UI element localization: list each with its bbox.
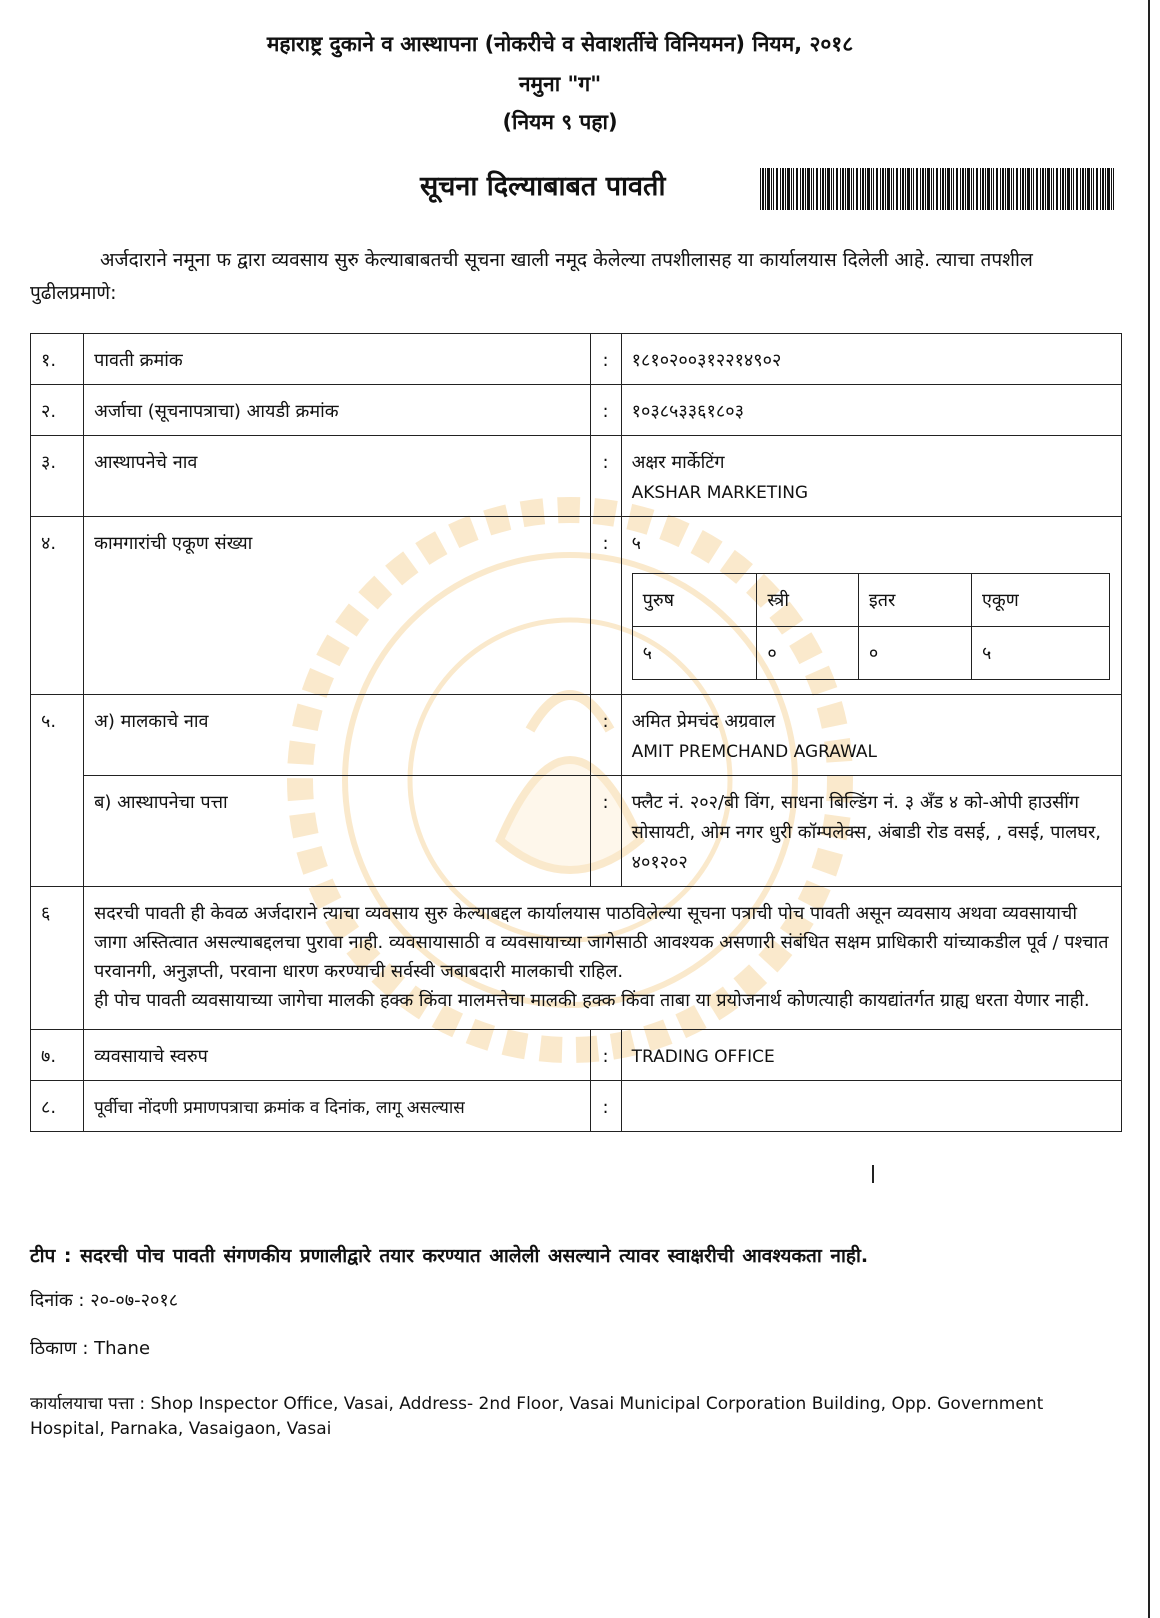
barcode-bar — [887, 168, 890, 210]
barcode-bar — [787, 168, 790, 210]
barcode-bar — [791, 168, 792, 210]
barcode — [760, 168, 1116, 210]
barcode-bar — [1013, 168, 1014, 210]
table-row — [31, 695, 1122, 776]
barcode-bar — [1036, 168, 1038, 210]
barcode-bar — [876, 168, 878, 210]
barcode-bar — [1067, 168, 1070, 210]
application-id-value: १०३८५३३६१८०३ — [621, 385, 1121, 436]
barcode-bar — [1007, 168, 1010, 210]
act-title: महाराष्ट्र दुकाने व आस्थापना (नोकरीचे व सेवाशर्तीचे विनियमन) नियम, २०१८ — [266, 32, 854, 56]
count-other: ० — [858, 627, 971, 680]
barcode-bar — [1062, 168, 1064, 210]
barcode-bar — [1016, 168, 1018, 210]
barcode-bar — [880, 168, 881, 210]
table-row — [31, 385, 1122, 436]
barcode-bar — [765, 168, 766, 210]
barcode-bar — [1000, 168, 1001, 210]
issue-date: दिनांक : २०-०७-२०१८ — [30, 1290, 179, 1311]
text-cursor — [872, 1165, 874, 1183]
barcode-bar — [862, 168, 864, 210]
serial-number: ३. — [31, 436, 84, 517]
barcode-bar — [811, 168, 812, 210]
barcode-bar — [1047, 168, 1050, 210]
field-label: अर्जाचा (सूचनापत्राचा) आयडी क्रमांक — [84, 385, 590, 436]
barcode-bar — [1082, 168, 1084, 210]
barcode-bar — [913, 168, 914, 210]
count-female: ० — [757, 627, 858, 680]
barcode-bar — [1027, 168, 1030, 210]
barcode-bar — [973, 168, 974, 210]
disclaimer-text-2: ही पोच पावती व्यवसायाच्या जागेचा मालकी हक्क किंवा मालमत्तेचा मालकी हक्क किंवा ताबा या प्रयोजनार्थ कोणत्याही कायद्यांतर्गत ग्राह्य धरता येणार नाही. — [94, 990, 1090, 1011]
table-row — [31, 1081, 1122, 1132]
barcode-bar — [780, 168, 781, 210]
barcode-bar — [1051, 168, 1052, 210]
barcode-bar — [985, 168, 986, 210]
barcode-bar — [802, 168, 804, 210]
colon: : — [590, 436, 621, 517]
serial-number: २. — [31, 385, 84, 436]
count-male: ५ — [632, 627, 757, 680]
barcode-bar — [1073, 168, 1074, 210]
barcode-bar — [936, 168, 938, 210]
barcode-bar — [836, 168, 838, 210]
barcode-bar — [845, 168, 846, 210]
barcode-bar — [805, 168, 806, 210]
establishment-address-value: फ्लैट नं. २०२/बी विंग, साधना बिल्डिंग नं. ३ अँड ४ को-ओपी हाउसींग सोसायटी, ओम नगर धुरी कॉम्पलेक्स, अंबाडी रोड वसई, , वसई, पालघर, ४०१२०२ — [621, 776, 1121, 887]
barcode-bar — [771, 168, 772, 210]
barcode-bar — [816, 168, 818, 210]
field-label: व्यवसायाचे स्वरुप — [84, 1030, 590, 1081]
barcode-bar — [1025, 168, 1026, 210]
barcode-bar — [1080, 168, 1081, 210]
barcode-bar — [1033, 168, 1034, 210]
owner-name-value — [621, 695, 1121, 776]
barcode-bar — [1085, 168, 1086, 210]
barcode-bar — [1011, 168, 1012, 210]
form-name: नमुना "ग" — [518, 72, 602, 96]
barcode-bar — [896, 168, 898, 210]
barcode-bar — [831, 168, 832, 210]
colon: : — [590, 517, 621, 695]
barcode-bar — [1005, 168, 1006, 210]
barcode-bar — [962, 168, 964, 210]
barcode-bar — [996, 168, 998, 210]
barcode-bar — [971, 168, 972, 210]
barcode-bar — [1107, 168, 1110, 210]
barcode-bar — [820, 168, 821, 210]
field-label: आस्थापनेचे नाव — [84, 436, 590, 517]
barcode-bar — [942, 168, 944, 210]
issue-place: ठिकाण : Thane — [30, 1338, 151, 1359]
barcode-bar — [960, 168, 961, 210]
barcode-bar — [767, 168, 770, 210]
serial-number: ८. — [31, 1081, 84, 1132]
barcode-bar — [1060, 168, 1061, 210]
disclaimer-cell — [84, 887, 1122, 1030]
barcode-bar — [916, 168, 918, 210]
barcode-bar — [976, 168, 978, 210]
barcode-bar — [940, 168, 941, 210]
barcode-bar — [1045, 168, 1046, 210]
col-header-female: स्त्री — [757, 574, 858, 627]
barcode-bar — [760, 168, 761, 210]
establishment-name-english: AKSHAR MARKETING — [631, 483, 809, 503]
barcode-bar — [873, 168, 874, 210]
barcode-bar — [902, 168, 904, 210]
barcode-bar — [1091, 168, 1092, 210]
barcode-bar — [925, 168, 926, 210]
establishment-name-value — [621, 436, 1121, 517]
barcode-bar — [991, 168, 992, 210]
barcode-bar — [891, 168, 892, 210]
colon: : — [590, 695, 621, 776]
barcode-bar — [1020, 168, 1021, 210]
business-nature-value: TRADING OFFICE — [621, 1030, 1121, 1081]
barcode-bar — [945, 168, 946, 210]
previous-registration-value — [621, 1081, 1121, 1132]
barcode-bar — [920, 168, 921, 210]
field-label: पूर्वीचा नोंदणी प्रमाणपत्राचा क्रमांक व दिनांक, लागू असल्यास — [84, 1081, 590, 1132]
barcode-bar — [931, 168, 932, 210]
computer-generated-note: टीप : सदरची पोच पावती संगणकीय प्रणालीद्वारे तयार करण्यात आलेली असल्याने त्यावर स्वाक्षरीची आवश्यकता नाही. — [30, 1245, 869, 1267]
barcode-bar — [1113, 168, 1114, 210]
barcode-bar — [993, 168, 994, 210]
barcode-bar — [1071, 168, 1072, 210]
barcode-bar — [885, 168, 886, 210]
receipt-number-value: १८१०२००३१२२१४९०२ — [621, 334, 1121, 385]
barcode-bar — [785, 168, 786, 210]
barcode-bar — [847, 168, 850, 210]
field-label: अ) मालकाचे नाव — [84, 695, 590, 776]
barcode-bar — [905, 168, 906, 210]
barcode-bar — [980, 168, 981, 210]
barcode-bar — [762, 168, 764, 210]
receipt-title: सूचना दिल्याबाबत पावती — [420, 171, 666, 202]
table-row — [31, 776, 1122, 887]
col-header-other: इतर — [858, 574, 971, 627]
field-label: ब) आस्थापनेचा पत्ता — [84, 776, 590, 887]
barcode-bar — [1096, 168, 1098, 210]
barcode-bar — [800, 168, 801, 210]
barcode-bar — [956, 168, 958, 210]
table-row — [31, 334, 1122, 385]
barcode-bar — [922, 168, 924, 210]
barcode-bar — [827, 168, 830, 210]
barcode-bar — [865, 168, 866, 210]
table-row — [31, 517, 1122, 695]
barcode-bar — [1100, 168, 1101, 210]
barcode-bar — [927, 168, 930, 210]
table-row — [31, 887, 1122, 1030]
col-header-male: पुरुष — [632, 574, 757, 627]
barcode-bar — [842, 168, 844, 210]
colon: : — [590, 1081, 621, 1132]
barcode-bar — [1102, 168, 1104, 210]
field-label: पावती क्रमांक — [84, 334, 590, 385]
barcode-bar — [1056, 168, 1058, 210]
barcode-bar — [882, 168, 884, 210]
intro-paragraph — [30, 244, 1120, 310]
barcode-bar — [1076, 168, 1078, 210]
barcode-bar — [1022, 168, 1024, 210]
establishment-name-marathi: अक्षर मार्केटिंग — [631, 452, 725, 473]
barcode-bar — [1031, 168, 1032, 210]
office-address: कार्यालयाचा पत्ता : Shop Inspector Office, Vasai, Address- 2nd Floor, Vasai Municipal Corporation Building, Opp. Government Hospital, Parnaka, Vasaigaon, Vasai — [30, 1394, 1044, 1439]
barcode-bar — [1002, 168, 1004, 210]
barcode-bar — [796, 168, 798, 210]
colon: : — [590, 334, 621, 385]
count-total: ५ — [971, 627, 1109, 680]
barcode-bar — [951, 168, 952, 210]
rule-reference: (नियम ९ पहा) — [502, 110, 618, 134]
worker-breakdown-table — [632, 573, 1110, 680]
serial-number: १. — [31, 334, 84, 385]
colon: : — [590, 1030, 621, 1081]
barcode-bar — [851, 168, 852, 210]
barcode-bar — [893, 168, 894, 210]
barcode-bar — [900, 168, 901, 210]
barcode-bar — [1040, 168, 1041, 210]
barcode-bar — [840, 168, 841, 210]
barcode-bar — [1042, 168, 1044, 210]
barcode-bar — [911, 168, 912, 210]
barcode-bar — [813, 168, 814, 210]
barcode-bar — [907, 168, 910, 210]
barcode-bar — [833, 168, 834, 210]
col-header-total: एकूण — [971, 574, 1109, 627]
barcode-bar — [967, 168, 970, 210]
worker-count-value — [621, 517, 1121, 695]
barcode-bar — [860, 168, 861, 210]
colon: : — [590, 776, 621, 887]
barcode-bar — [822, 168, 824, 210]
barcode-bar — [982, 168, 984, 210]
field-label: कामगारांची एकूण संख्या — [84, 517, 590, 695]
barcode-bar — [1105, 168, 1106, 210]
barcode-bar — [776, 168, 778, 210]
intro-text: अर्जदाराने नमूना फ द्वारा व्यवसाय सुरु केल्याबाबतची सूचना खाली नमूद केलेल्या तपशीलासह या कार्यालयास दिलेली आहे. त्याचा तपशील पुढीलप्रमाणे: — [30, 249, 1033, 304]
barcode-bar — [871, 168, 872, 210]
disclaimer-text-1: सदरची पावती ही केवळ अर्जदाराने त्याचा व्यवसाय सुरु केल्याबद्दल कार्यालयास पाठविलेल्या सूचना पत्राची पोच पावती असून व्यवसाय अथवा व्यवसायाची जागा अस्तित्वात असल्याबद्दलचा पुरावा नाही. व्यवसायासाठी व व्यवसायाच्या जागेसाठी आवश्यक असणारी संबंधित सक्षम प्राधिकारी यांच्याकडील पूर्व / पश्चात परवानगी, अनुज्ञप्ती, परवाना धारण करण्याची सर्वस्वी जबाबदारी मालकाची राहिल. — [94, 903, 1109, 982]
table-row — [31, 1030, 1122, 1081]
barcode-bar — [987, 168, 990, 210]
serial-number: ७. — [31, 1030, 84, 1081]
barcode-bar — [782, 168, 784, 210]
owner-name-english: AMIT PREMCHAND AGRAWAL — [631, 742, 877, 762]
owner-name-marathi: अमित प्रेमचंद अग्रवाल — [631, 711, 776, 732]
barcode-bar — [965, 168, 966, 210]
serial-number: ४. — [31, 517, 84, 695]
barcode-bar — [947, 168, 950, 210]
barcode-bar — [933, 168, 934, 210]
colon: : — [590, 385, 621, 436]
barcode-bar — [1111, 168, 1112, 210]
barcode-bar — [856, 168, 858, 210]
barcode-bar — [793, 168, 794, 210]
barcode-bar — [807, 168, 810, 210]
barcode-bar — [773, 168, 774, 210]
barcode-bar — [825, 168, 826, 210]
barcode-bar — [853, 168, 854, 210]
barcode-bar — [867, 168, 870, 210]
barcode-bar — [1053, 168, 1054, 210]
barcode-bar — [1093, 168, 1094, 210]
serial-number: ५. — [31, 695, 84, 887]
barcode-bar — [953, 168, 954, 210]
barcode-bar — [1087, 168, 1090, 210]
worker-total: ५ — [631, 533, 641, 554]
serial-number: ६ — [31, 887, 84, 1030]
table-row — [31, 436, 1122, 517]
receipt-details-table — [30, 333, 1122, 1132]
page-edge-rule — [1148, 0, 1150, 1618]
barcode-bar — [1065, 168, 1066, 210]
